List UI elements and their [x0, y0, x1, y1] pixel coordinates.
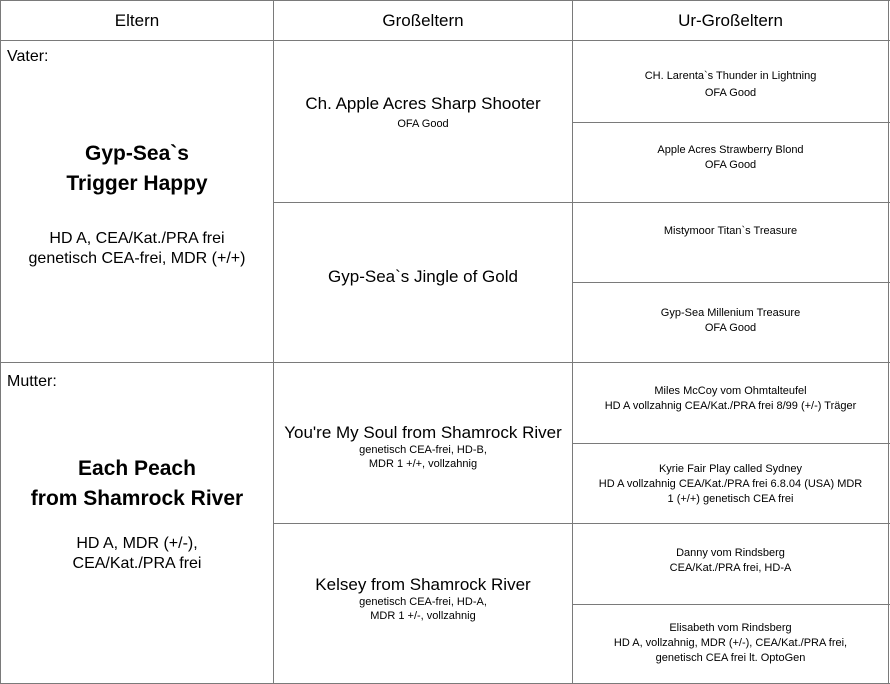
gg-divider-4: [572, 604, 890, 605]
grandparent-info: genetisch CEA-frei, HD-B, MDR 1 +/+, vollzahnig: [359, 444, 487, 470]
dam-name: Each Peach from Shamrock River: [30, 457, 244, 510]
great-grandparent-info: OFA Good: [704, 322, 757, 334]
great-grandparent-4: [573, 306, 888, 336]
great-grandparent-name: Mistymoor Titan`s Treasure: [663, 225, 798, 237]
grandparent-dam-sire: [274, 423, 572, 471]
grandparent-sire-sire: [274, 94, 572, 131]
dam-cell: [1, 363, 273, 683]
great-grandparent-name: Gyp-Sea Millenium Treasure: [660, 307, 801, 319]
column-divider-2: [572, 0, 573, 684]
gg-divider-2: [572, 282, 890, 283]
grandparent-name: Ch. Apple Acres Sharp Shooter: [305, 94, 541, 113]
sire-role-label: Vater:: [7, 48, 49, 65]
great-grandparent-3: [573, 224, 888, 239]
great-grandparent-info: OFA Good: [704, 159, 757, 171]
gg-divider-3: [572, 443, 890, 444]
great-grandparent-6: [573, 462, 888, 507]
border-right: [888, 0, 889, 684]
gg-divider-1: [572, 122, 890, 123]
grandparent-info: genetisch CEA-frei, HD-A, MDR 1 +/-, vollzahnig: [359, 596, 487, 622]
dam-role-label: Mutter:: [7, 373, 57, 390]
great-grandparent-info: HD A vollzahnig CEA/Kat./PRA frei 6.8.04 (USA) MDR 1 (+/+) genetisch CEA frei: [598, 478, 863, 505]
great-grandparent-7: [573, 546, 888, 576]
grandparent-info: OFA Good: [397, 118, 449, 130]
great-grandparent-name: Elisabeth vom Rindsberg: [669, 622, 792, 634]
sire-cell: [1, 41, 273, 362]
grandparent-name: Gyp-Sea`s Jingle of Gold: [328, 267, 518, 286]
great-grandparent-2: [573, 143, 888, 173]
header-grandparents: Großeltern: [382, 10, 464, 30]
grandparents-divider-1: [273, 202, 890, 203]
great-grandparent-name: Danny vom Rindsberg: [676, 547, 785, 559]
great-grandparent-1: [573, 69, 888, 101]
grandparent-name: You're My Soul from Shamrock River: [284, 423, 562, 442]
grandparent-sire-dam: [274, 267, 572, 287]
great-grandparent-name: CH. Larenta`s Thunder in Lightning: [644, 70, 817, 82]
great-grandparent-5: [573, 384, 888, 414]
sire-name: Gyp-Sea`s Trigger Happy: [66, 142, 208, 195]
great-grandparent-info: HD A, vollzahnig, MDR (+/-), CEA/Kat./PRA frei, genetisch CEA frei lt. OptoGen: [613, 637, 848, 664]
great-grandparent-name: Apple Acres Strawberry Blond: [657, 144, 804, 156]
great-grandparent-info: OFA Good: [704, 87, 757, 99]
grandparent-name: Kelsey from Shamrock River: [315, 575, 531, 594]
header-great-grandparents: Ur-Großeltern: [678, 10, 783, 30]
dam-content: [1, 454, 273, 574]
sire-health: HD A, CEA/Kat./PRA frei genetisch CEA-frei, MDR (+/+): [28, 230, 246, 267]
header-parents: Eltern: [114, 10, 160, 30]
great-grandparent-info: CEA/Kat./PRA frei, HD-A: [669, 562, 792, 574]
great-grandparent-8: [573, 621, 888, 666]
great-grandparent-name: Miles McCoy vom Ohmtalteufel: [654, 385, 807, 397]
sire-content: [1, 139, 273, 269]
great-grandparent-info: HD A vollzahnig CEA/Kat./PRA frei 8/99 (+/-) Träger: [604, 400, 857, 412]
grandparent-dam-dam: [274, 575, 572, 623]
grandparents-divider-2: [273, 523, 890, 524]
dam-health: HD A, MDR (+/-), CEA/Kat./PRA frei: [72, 535, 202, 572]
great-grandparent-name: Kyrie Fair Play called Sydney: [658, 463, 803, 475]
